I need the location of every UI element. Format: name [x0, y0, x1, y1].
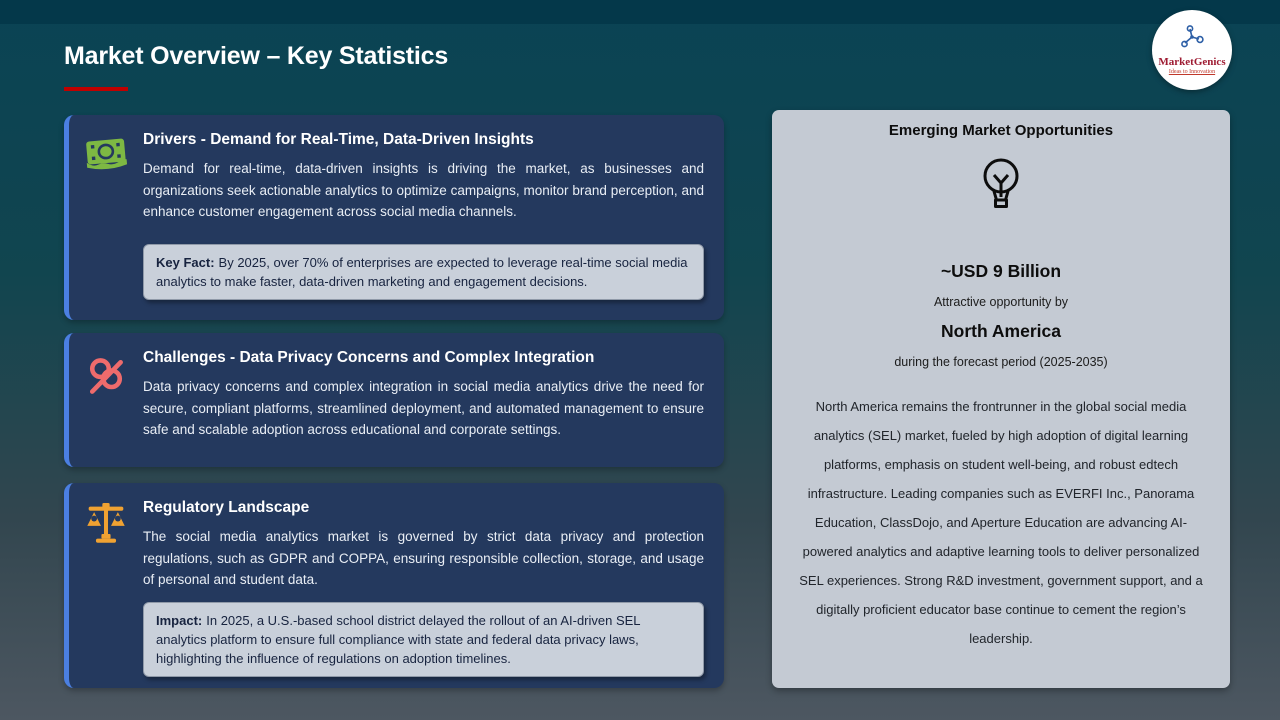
key-fact-text: By 2025, over 70% of enterprises are expected to leverage real-time social media analytics to make faster, data-driven marketing and engagement decisions. — [156, 254, 688, 289]
card-title: Challenges - Data Privacy Concerns and Complex Integration — [143, 349, 595, 366]
company-logo — [1152, 10, 1232, 90]
title-underline — [64, 87, 128, 91]
impact-text: In 2025, a U.S.-based school district delayed the rollout of an AI-driven SEL analytics platform to ensure full compliance with state and federal data privacy laws, highlighting the influence of regulations on adoption timelines. — [156, 612, 641, 666]
key-fact-label: Key Fact: — [156, 254, 215, 270]
opportunity-description: North America remains the frontrunner in the global social media analytics (SEL) market, fueled by high adoption of digital learning platforms, emphasis on student well-being, and robust edtech infrastructure. Leading companies such as EVERFI Inc., Panorama Education, ClassDojo, and Aperture Education are advancing AI-powered analytics and adaptive learning tools to deliver personalized SEL experiences. Strong R&D investment, government support, and a digitally proficient educator base continue to cement the region’s leadership. — [799, 399, 1203, 646]
card-title: Regulatory Landscape — [143, 499, 310, 516]
broken-link-icon — [84, 353, 128, 453]
logo-name: MarketGenics — [1158, 56, 1226, 68]
opportunity-period: during the forecast period (2025-2035) — [894, 355, 1108, 369]
balance-scale-icon — [84, 503, 128, 674]
key-fact-box — [143, 244, 704, 300]
impact-box — [143, 602, 704, 677]
card-regulatory — [64, 483, 724, 688]
cards-column — [64, 115, 724, 688]
card-title: Drivers - Demand for Real-Time, Data-Driven Insights — [143, 131, 534, 148]
molecule-network-icon — [1180, 25, 1204, 54]
logo-tagline: Ideas to Innovation — [1168, 69, 1216, 75]
money-banknote-icon — [83, 135, 129, 306]
card-body: The social media analytics market is governed by strict data privacy and protection regulations, such as GDPR and COPPA, ensuring responsible collection, storage, and usage of personal and student data. — [143, 529, 704, 587]
panel-title: Emerging Market Opportunities — [888, 122, 1114, 139]
page-title: Market Overview – Key Statistics — [64, 42, 449, 70]
opportunity-region: North America — [941, 321, 1061, 341]
card-drivers — [64, 115, 724, 320]
top-bar — [0, 0, 1280, 24]
opportunity-panel — [772, 110, 1230, 688]
card-body: Demand for real-time, data-driven insights is driving the market, as businesses and organizations seek actionable analytics to optimize campaigns, monitor brand perception, and enhance customer engagement across social media channels. — [143, 161, 704, 219]
card-body: Data privacy concerns and complex integration in social media analytics drive the need for secure, compliant platforms, streamlined deployment, and automated management to ensure safe and scalable adoption across educational and corporate settings. — [143, 379, 704, 437]
lightbulb-icon — [772, 156, 1230, 217]
card-challenges — [64, 333, 724, 467]
impact-label: Impact: — [156, 612, 203, 628]
opportunity-subtitle: Attractive opportunity by — [933, 295, 1069, 309]
opportunity-value: ~USD 9 Billion — [940, 261, 1062, 281]
